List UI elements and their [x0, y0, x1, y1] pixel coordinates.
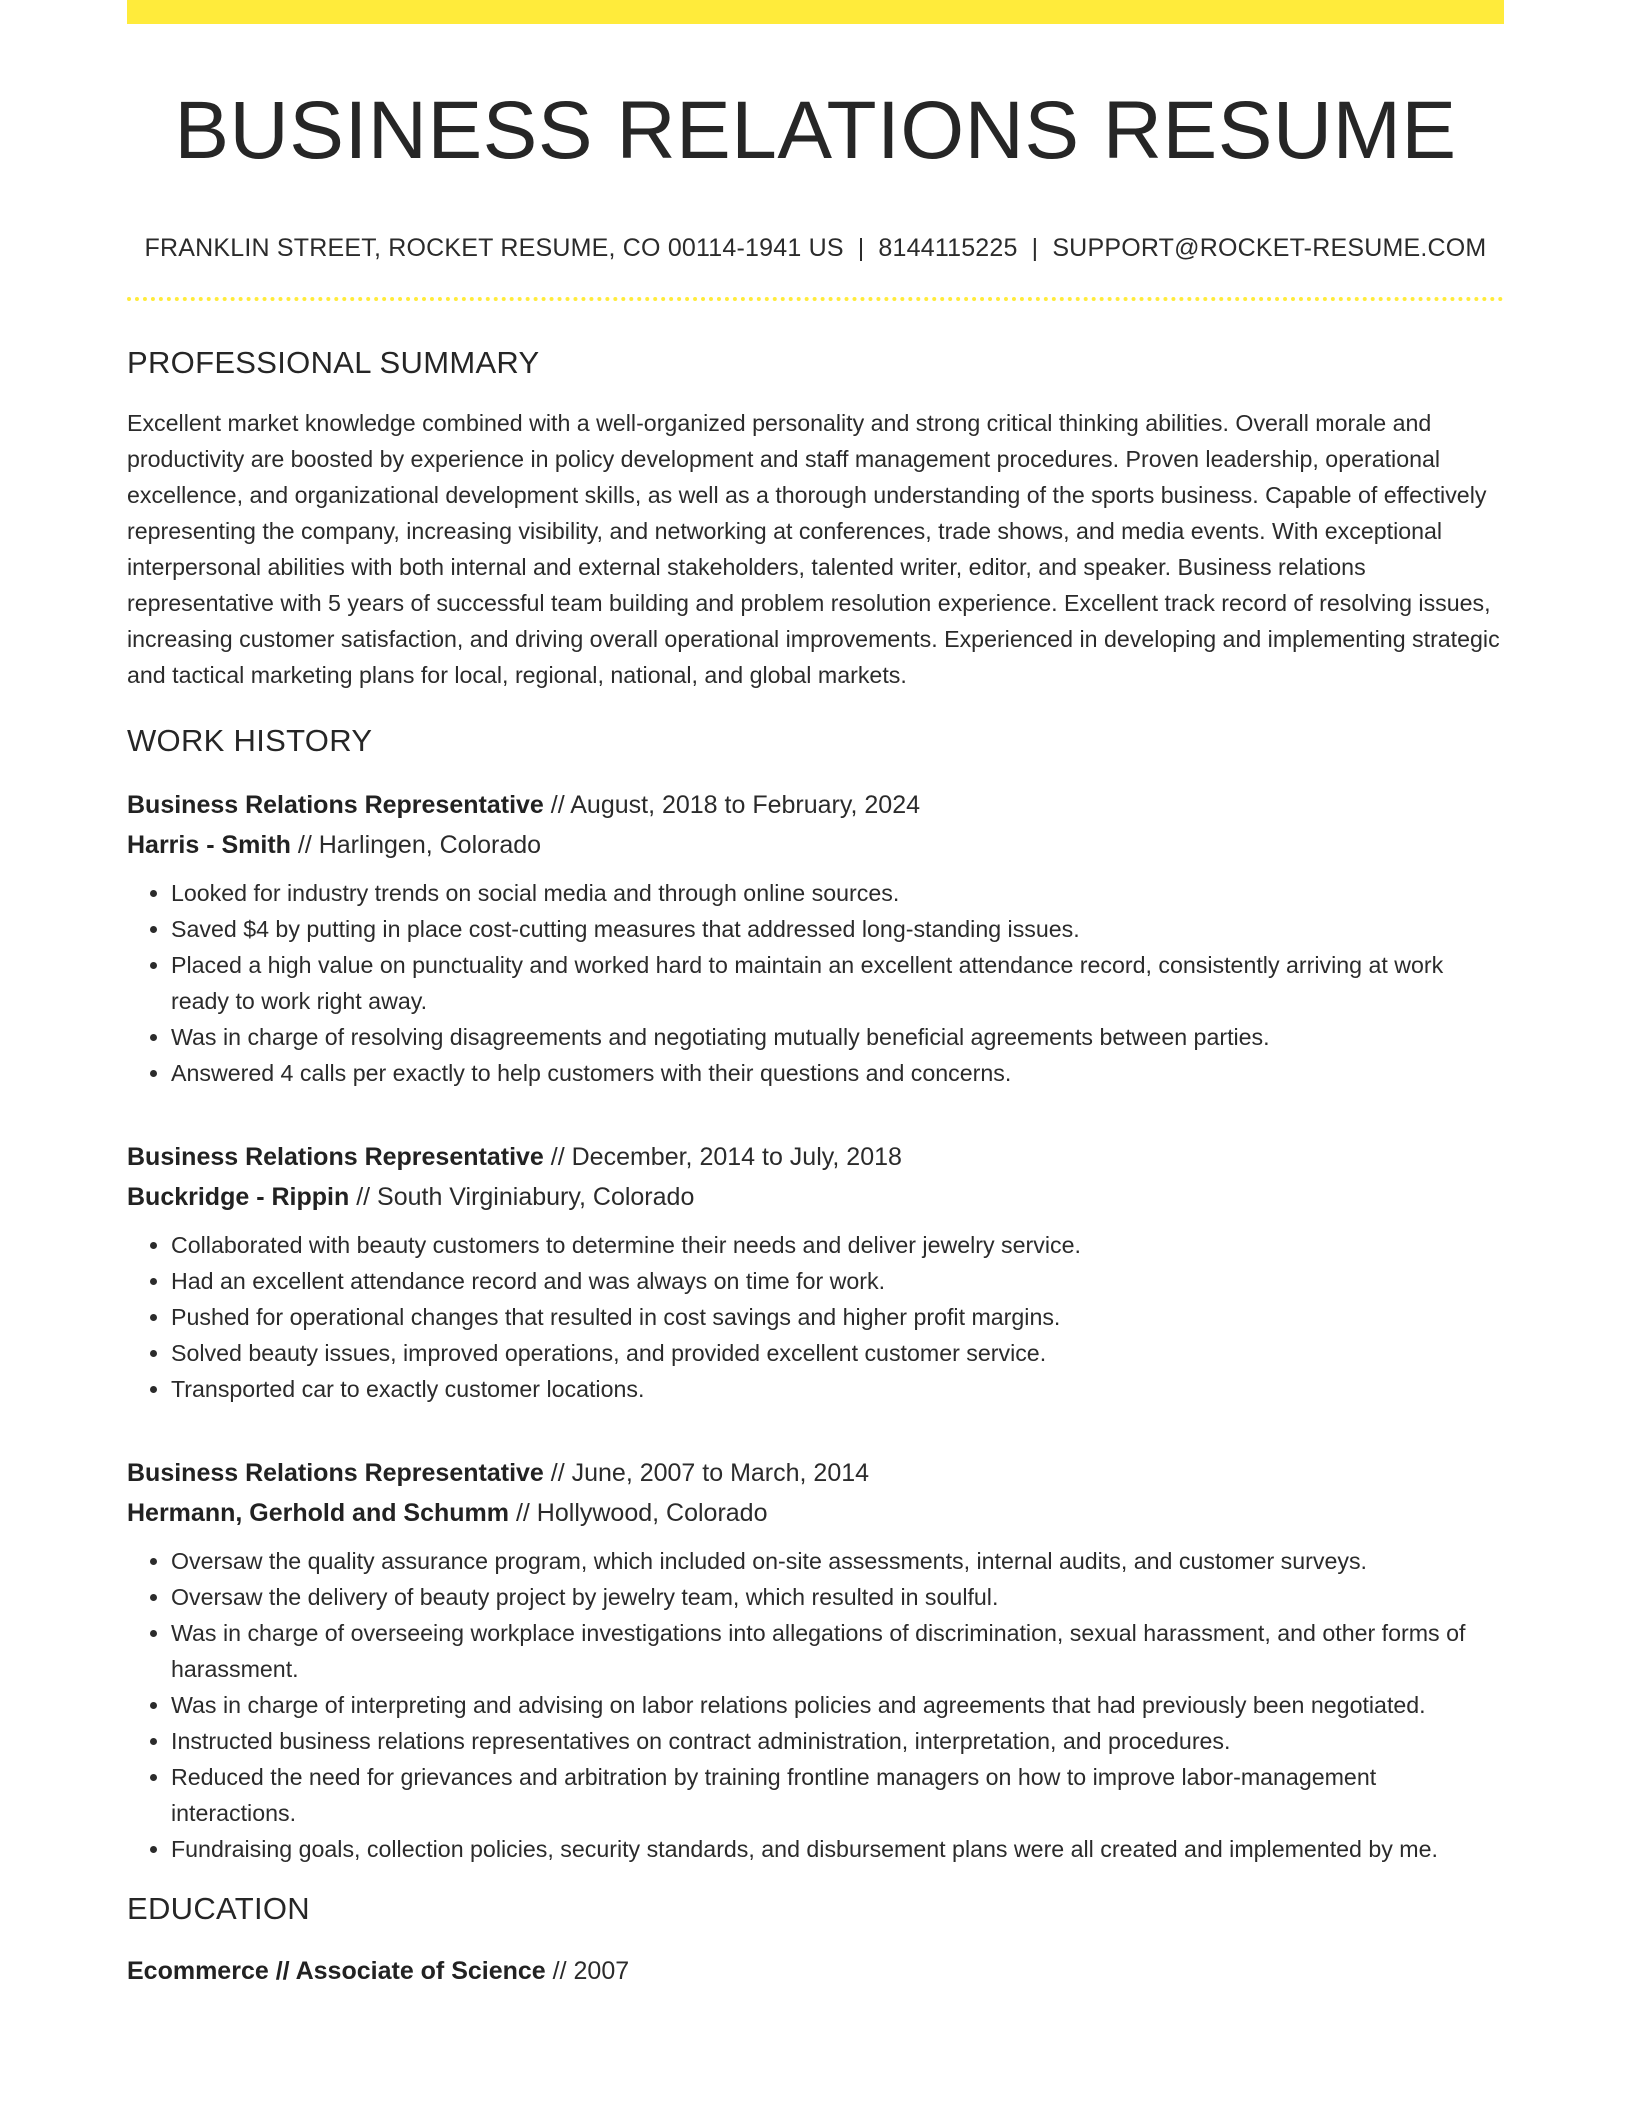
work-history-heading: WORK HISTORY: [127, 723, 373, 759]
top-accent-bar: [127, 0, 1504, 24]
education-heading: EDUCATION: [127, 1891, 310, 1927]
job-dates: // December, 2014 to July, 2018: [550, 1143, 902, 1172]
job-entry: [127, 785, 1504, 1091]
job-bullet: • Collaborated with beauty customers to determine their needs and deliver jewelry service.: [171, 1227, 1504, 1263]
job-bullets: [127, 1543, 1504, 1867]
contact-email: SUPPORT@ROCKET-RESUME.COM: [1052, 234, 1487, 263]
job-bullets: [127, 1227, 1504, 1407]
job-title: Business Relations Representative: [127, 1459, 544, 1488]
job-dates: // August, 2018 to February, 2024: [550, 791, 921, 820]
job-entry: [127, 1453, 1504, 1867]
contact-phone: 8144115225: [878, 234, 1018, 263]
resume-page: [127, 0, 1504, 1991]
summary-heading: PROFESSIONAL SUMMARY: [127, 345, 540, 381]
job-title-line: [127, 1453, 1504, 1493]
job-bullet: • Saved $4 by putting in place cost-cutting measures that addressed long-standing issues.: [171, 911, 1504, 947]
contact-separator: |: [1031, 234, 1039, 263]
education-year: // 2007: [552, 1957, 630, 1986]
job-bullet: • Looked for industry trends on social media and through online sources.: [171, 875, 1504, 911]
job-bullet: • Oversaw the quality assurance program, which included on-site assessments, internal audits, and customer surveys.: [171, 1543, 1504, 1579]
education-entry: [127, 1951, 1504, 1991]
job-company: Buckridge - Rippin: [127, 1183, 350, 1212]
resume-title: BUSINESS RELATIONS RESUME: [174, 85, 1457, 176]
job-bullet: • Instructed business relations representatives on contract administration, interpretation, and procedures.: [171, 1723, 1504, 1759]
job-bullet: • Placed a high value on punctuality and worked hard to maintain an excellent attendance record, consistently arriving at work ready to work right away.: [171, 947, 1504, 1019]
job-bullet: • Fundraising goals, collection policies, security standards, and disbursement plans were all created and implemented by me.: [171, 1831, 1504, 1867]
job-bullet: • Transported car to exactly customer locations.: [171, 1371, 1504, 1407]
job-bullet: • Oversaw the delivery of beauty project by jewelry team, which resulted in soulful.: [171, 1579, 1504, 1615]
summary-text: Excellent market knowledge combined with a well-organized personality and strong critical thinking abilities. Overall morale and productivity are boosted by experience in policy development and staff management procedures. Proven leadership, operational excellence, and organizational development skills, as well as a thorough understanding of the sports business. Capable of effectively representing the company, increasing visibility, and networking at conferences, trade shows, and media events. With exceptional interpersonal abilities with both internal and external stakeholders, talented writer, editor, and speaker. Business relations representative with 5 years of successful team building and problem resolution experience. Excellent track record of resolving issues, increasing customer satisfaction, and driving overall operational improvements. Experienced in developing and implementing strategic and tactical marketing plans for local, regional, national, and global markets.: [127, 410, 1500, 689]
job-bullet: • Was in charge of interpreting and advising on labor relations policies and agreements that had previously been negotiated.: [171, 1687, 1504, 1723]
job-bullet: • Had an excellent attendance record and was always on time for work.: [171, 1263, 1504, 1299]
job-company-line: [127, 825, 1504, 865]
job-location: // Hollywood, Colorado: [515, 1499, 768, 1528]
job-location: // Harlingen, Colorado: [297, 831, 542, 860]
job-bullet: • Pushed for operational changes that resulted in cost savings and higher profit margins.: [171, 1299, 1504, 1335]
job-company: Harris - Smith: [127, 831, 291, 860]
job-title-line: [127, 1137, 1504, 1177]
job-dates: // June, 2007 to March, 2014: [550, 1459, 870, 1488]
job-company-line: [127, 1493, 1504, 1533]
job-title: Business Relations Representative: [127, 791, 544, 820]
job-title: Business Relations Representative: [127, 1143, 544, 1172]
contact-line: [127, 234, 1504, 263]
header-divider: [127, 297, 1504, 301]
job-title-line: [127, 785, 1504, 825]
education-degree: Ecommerce // Associate of Science: [127, 1957, 546, 1986]
job-bullet: • Answered 4 calls per exactly to help customers with their questions and concerns.: [171, 1055, 1504, 1091]
contact-separator: |: [857, 234, 865, 263]
job-bullet: • Reduced the need for grievances and arbitration by training frontline managers on how to improve labor-management interactions.: [171, 1759, 1504, 1831]
job-company-line: [127, 1177, 1504, 1217]
job-bullet: • Solved beauty issues, improved operations, and provided excellent customer service.: [171, 1335, 1504, 1371]
job-bullet: • Was in charge of resolving disagreements and negotiating mutually beneficial agreements between parties.: [171, 1019, 1504, 1055]
job-location: // South Virginiabury, Colorado: [356, 1183, 695, 1212]
contact-address: FRANKLIN STREET, ROCKET RESUME, CO 00114-1941 US: [144, 234, 844, 263]
job-bullets: [127, 875, 1504, 1091]
job-entry: [127, 1137, 1504, 1407]
job-bullet: • Was in charge of overseeing workplace investigations into allegations of discrimination, sexual harassment, and other forms of harassment.: [171, 1615, 1504, 1687]
job-company: Hermann, Gerhold and Schumm: [127, 1499, 510, 1528]
